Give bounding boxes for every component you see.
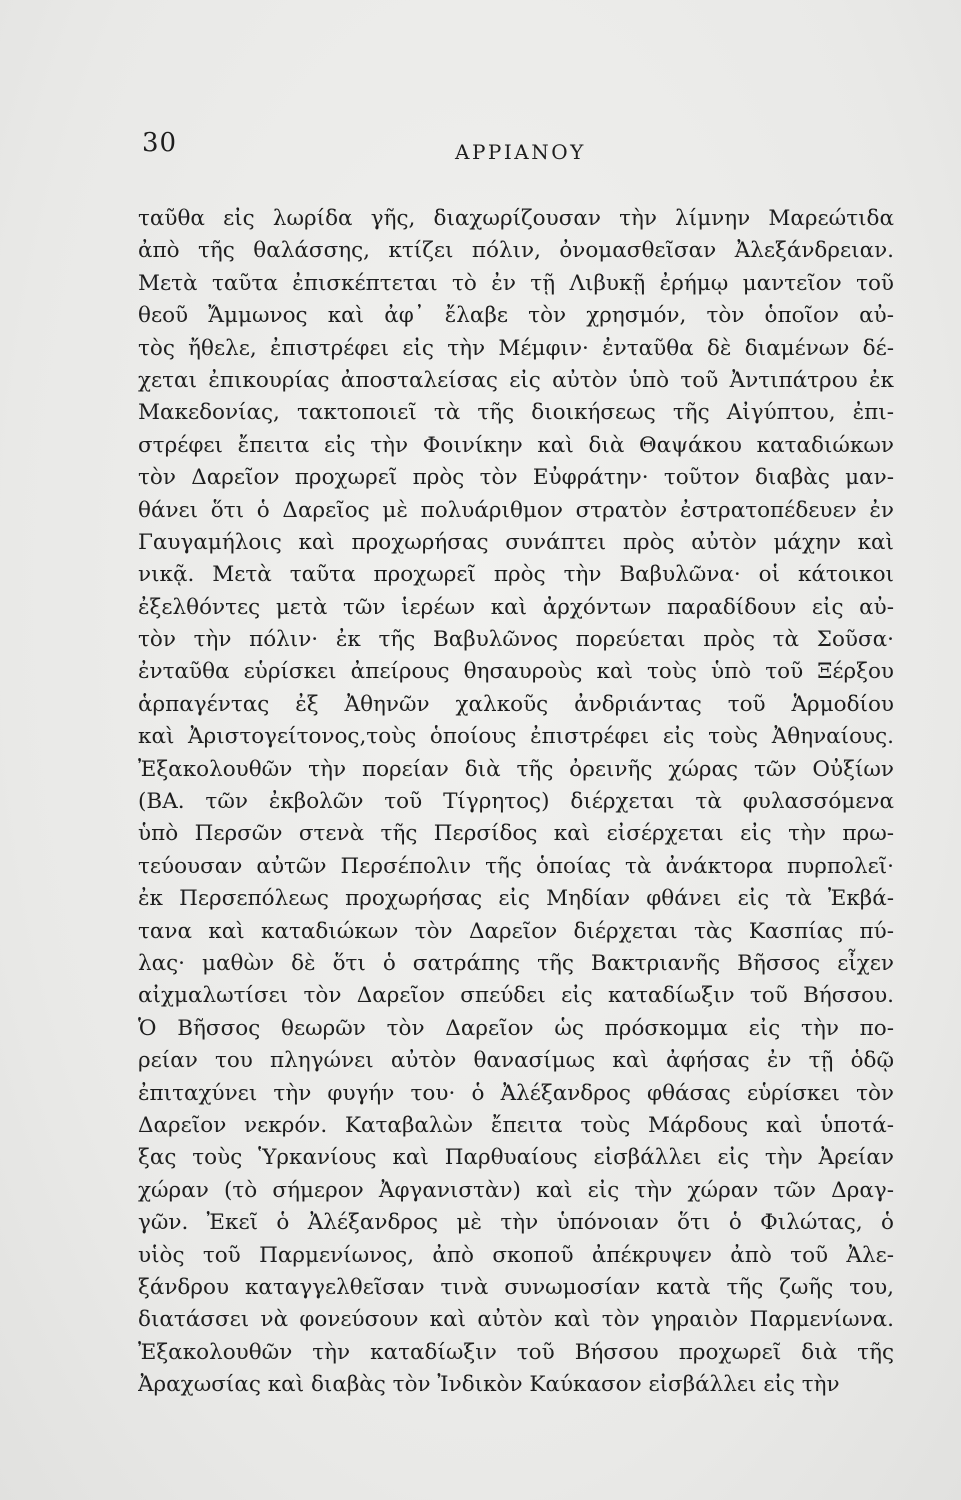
text-line: ταῦθα εἰς λωρίδα γῆς, διαχωρίζουσαν τὴν λίμνην Μαρεώτιδα xyxy=(138,206,894,231)
text-line: υἱὸς τοῦ Παρμενίωνος, ἀπὸ σκοποῦ ἀπέκρυψεν ἀπὸ τοῦ Ἀλε- xyxy=(138,1242,894,1268)
text-line: ἁρπαγέντας ἐξ Ἀθηνῶν χαλκοῦς ἀνδριάντας τοῦ Ἁρμοδίου xyxy=(138,691,894,717)
text-line: ἀπὸ τῆς θαλάσσης, κτίζει πόλιν, ὀνομασθεῖσαν Ἀλεξάνδρειαν. xyxy=(138,238,894,264)
text-line: διατάσσει νὰ φονεύσουν καὶ αὐτὸν καὶ τὸν γηραιὸν Παρμενίωνα. xyxy=(138,1307,894,1333)
text-line: Γαυγαμήλοις καὶ προχωρήσας συνάπτει πρὸς αὐτὸν μάχην καὶ xyxy=(138,529,894,555)
text-line: νικᾷ. Μετὰ ταῦτα προχωρεῖ πρὸς τὴν Βαβυλῶνα· οἱ κάτοικοι xyxy=(138,562,894,588)
text-line: ἐπιταχύνει τὴν φυγήν του· ὁ Ἀλέξανδρος φθάσας εὑρίσκει τὸν xyxy=(138,1080,894,1106)
text-line: τὸν Δαρεῖον προχωρεῖ πρὸς τὸν Εὐφράτην· τοῦτον διαβὰς μαν- xyxy=(138,465,894,491)
text-line: ξάνδρου καταγγελθεῖσαν τινὰ συνωμοσίαν κατὰ τῆς ζωῆς του, xyxy=(138,1274,894,1300)
text-line: χώραν (τὸ σήμερον Ἀφγανιστὰν) καὶ εἰς τὴν χώραν τῶν Δραγ- xyxy=(138,1177,894,1203)
text-line: ἐκ Περσεπόλεως προχωρήσας εἰς Μηδίαν φθάνει εἰς τὰ Ἐκβά- xyxy=(138,886,894,912)
text-line: ρείαν του πληγώνει αὐτὸν θανασίμως καὶ ἀφήσας ἐν τῇ ὁδῷ xyxy=(138,1048,894,1074)
text-line: στρέφει ἔπειτα εἰς τὴν Φοινίκην καὶ διὰ Θαψάκου καταδιώκων xyxy=(138,432,894,458)
text-line: ὑπὸ Περσῶν στενὰ τῆς Περσίδος καὶ εἰσέρχεται εἰς τὴν πρω- xyxy=(138,821,894,847)
text-line: Ὁ Βῆσσος θεωρῶν τὸν Δαρεῖον ὡς πρόσκομμα εἰς τὴν πο- xyxy=(138,1015,894,1041)
text-line: Δαρεῖον νεκρόν. Καταβαλὼν ἔπειτα τοὺς Μάρδους καὶ ὑποτά- xyxy=(138,1112,894,1138)
text-line: θάνει ὅτι ὁ Δαρεῖος μὲ πολυάριθμον στρατὸν ἐστρατοπέδευεν ἐν xyxy=(138,497,894,523)
text-line: τανα καὶ καταδιώκων τὸν Δαρεῖον διέρχεται τὰς Κασπίας πύ- xyxy=(138,918,894,944)
running-head: ΑΡΡΙΑΝΟΥ xyxy=(455,140,586,164)
text-line: ἐξελθόντες μετὰ τῶν ἱερέων καὶ ἀρχόντων παραδίδουν εἰς αὐ- xyxy=(138,594,894,620)
text-line: Ἐξακολουθῶν τὴν πορείαν διὰ τῆς ὀρεινῆς χώρας τῶν Οὐξίων xyxy=(138,756,894,782)
text-line: (ΒΑ. τῶν ἐκβολῶν τοῦ Τίγρητος) διέρχεται τὰ φυλασσόμενα xyxy=(138,789,894,815)
text-line: θεοῦ Ἄμμωνος καὶ ἀφ᾽ ἔλαβε τὸν χρησμόν, τὸν ὁποῖον αὐ- xyxy=(138,303,894,329)
text-line: τὸν τὴν πόλιν· ἐκ τῆς Βαβυλῶνος πορεύεται πρὸς τὰ Σοῦσα· xyxy=(138,627,894,653)
body-text xyxy=(138,203,894,1401)
text-line: ἐνταῦθα εὑρίσκει ἀπείρους θησαυροὺς καὶ τοὺς ὑπὸ τοῦ Ξέρξου xyxy=(138,659,894,685)
page-number: 30 xyxy=(142,128,178,158)
text-line: χεται ἐπικουρίας ἀποσταλείσας εἰς αὐτὸν ὑπὸ τοῦ Ἀντιπάτρου ἐκ xyxy=(138,367,894,393)
text-line: γῶν. Ἐκεῖ ὁ Ἀλέξανδρος μὲ τὴν ὑπόνοιαν ὅτι ὁ Φιλώτας, ὁ xyxy=(138,1210,894,1236)
text-line: Μετὰ ταῦτα ἐπισκέπτεται τὸ ἐν τῇ Λιβυκῇ ἐρήμῳ μαντεῖον τοῦ xyxy=(138,270,894,296)
text-line: Ἀραχωσίας καὶ διαβὰς τὸν Ἰνδικὸν Καύκασον εἰσβάλλει εἰς τὴν xyxy=(138,1372,840,1398)
text-line: τεύουσαν αὐτῶν Περσέπολιν τῆς ὁποίας τὰ ἀνάκτορα πυρπολεῖ· xyxy=(138,853,894,879)
text-line: αἰχμαλωτίσει τὸν Δαρεῖον σπεύδει εἰς καταδίωξιν τοῦ Βήσσου. xyxy=(138,983,894,1009)
text-line: ξας τοὺς Ὑρκανίους καὶ Παρθυαίους εἰσβάλλει εἰς τὴν Ἀρείαν xyxy=(138,1145,894,1171)
text-line: τὸς ἤθελε, ἐπιστρέφει εἰς τὴν Μέμφιν· ἐνταῦθα δὲ διαμένων δέ- xyxy=(138,335,894,361)
text-line: Μακεδονίας, τακτοποιεῖ τὰ τῆς διοικήσεως τῆς Αἰγύπτου, ἐπι- xyxy=(138,400,894,426)
text-line: καὶ Ἀριστογείτονος,τοὺς ὁποίους ἐπιστρέφει εἰς τοὺς Ἀθηναίους. xyxy=(138,724,894,750)
text-line: λας· μαθὼν δὲ ὅτι ὁ σατράπης τῆς Βακτριανῆς Βῆσσος εἶχεν xyxy=(138,950,894,976)
text-line: Ἐξακολουθῶν τὴν καταδίωξιν τοῦ Βήσσου προχωρεῖ διὰ τῆς xyxy=(138,1339,894,1365)
